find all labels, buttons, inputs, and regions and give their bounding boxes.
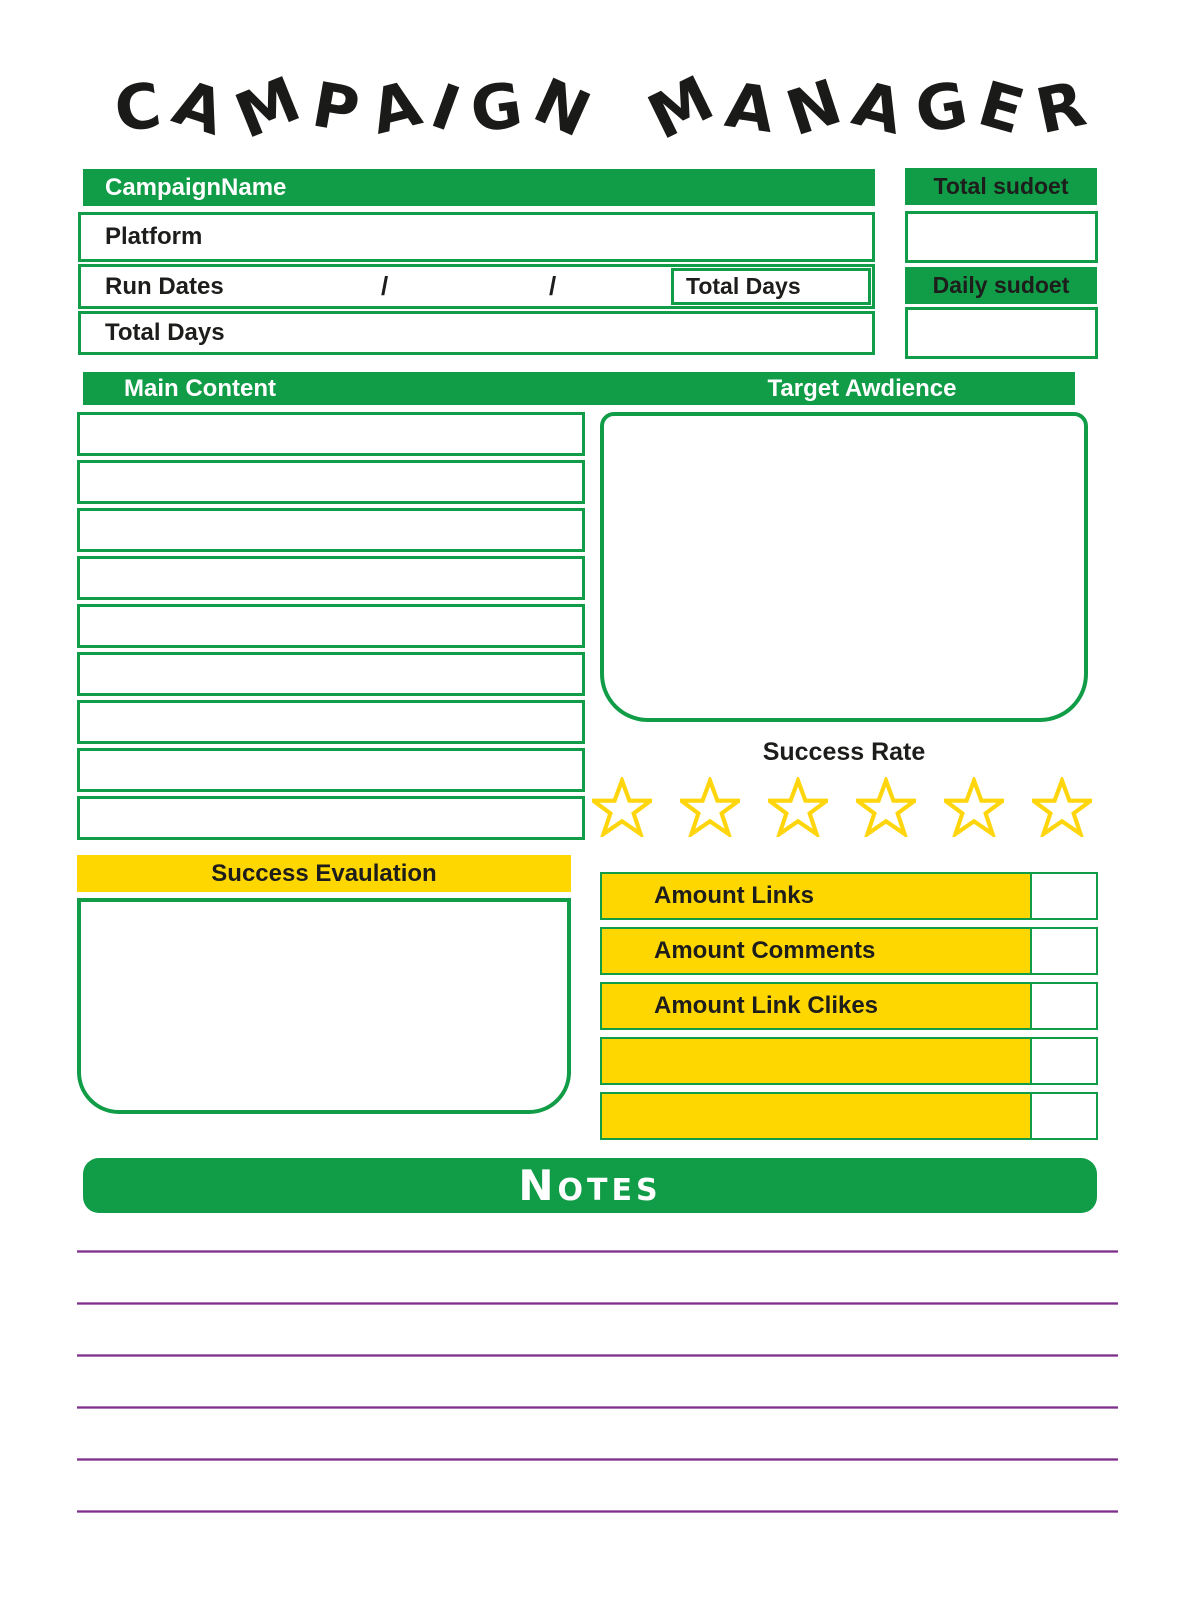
- run-dates-field[interactable]: [78, 264, 875, 309]
- campaign-name-label: CampaignName: [105, 173, 287, 201]
- star-icon[interactable]: [680, 777, 740, 837]
- note-line: [77, 1302, 1118, 1305]
- star-icon[interactable]: [856, 777, 916, 837]
- title-letter: I: [422, 69, 470, 146]
- run-dates-label: Run Dates: [105, 272, 224, 300]
- title-letter: N: [777, 64, 850, 151]
- success-rate-stars: [592, 776, 1092, 838]
- metric-label: Amount Link Clikes: [600, 982, 1030, 1030]
- star-icon[interactable]: [1032, 777, 1092, 837]
- main-content-row[interactable]: [77, 604, 585, 648]
- main-content-row[interactable]: [77, 556, 585, 600]
- star-icon[interactable]: [592, 777, 652, 837]
- main-content-row[interactable]: [77, 412, 585, 456]
- title-letter: G: [466, 67, 527, 148]
- metric-label: Amount Comments: [600, 927, 1030, 975]
- title-letter: N: [523, 63, 601, 152]
- main-content-row[interactable]: [77, 700, 585, 744]
- notes-header: [83, 1158, 1097, 1213]
- total-budget-label: Total sudoet: [933, 173, 1069, 199]
- title-letter: A: [845, 66, 910, 149]
- main-content-row[interactable]: [77, 652, 585, 696]
- title-letter: R: [1029, 66, 1092, 149]
- metric-row: [600, 982, 1098, 1030]
- notes-label: NOTES: [518, 1160, 662, 1210]
- page-title: [60, 58, 1140, 158]
- metric-row: [600, 872, 1098, 920]
- main-content-row[interactable]: [77, 508, 585, 552]
- metric-label: Amount Links: [600, 872, 1030, 920]
- metric-value-field[interactable]: [1030, 1037, 1098, 1085]
- target-audience-label: Target Awdience: [767, 374, 957, 402]
- notes-lines-area: [77, 1250, 1118, 1513]
- star-icon[interactable]: [944, 777, 1004, 837]
- main-content-rows: [77, 412, 585, 840]
- metric-value-field[interactable]: [1030, 872, 1098, 920]
- metric-value-field[interactable]: [1030, 1092, 1098, 1140]
- title-letter: G: [909, 67, 973, 148]
- title-letter: C: [110, 68, 166, 147]
- success-evaluation-field[interactable]: [77, 898, 571, 1114]
- note-line: [77, 1458, 1118, 1461]
- total-budget-header: [905, 168, 1097, 205]
- metric-row: [600, 1037, 1098, 1085]
- success-evaluation-header: [77, 855, 571, 892]
- title-letter: A: [363, 66, 429, 149]
- metric-row: [600, 927, 1098, 975]
- metric-row: [600, 1092, 1098, 1140]
- note-line: [77, 1250, 1118, 1253]
- run-total-days-label: Total Days: [686, 273, 801, 299]
- main-content-row[interactable]: [77, 460, 585, 504]
- success-evaluation-label: Success Evaulation: [211, 859, 437, 887]
- title-letter: E: [971, 66, 1033, 149]
- main-content-row[interactable]: [77, 796, 585, 840]
- title-letter: P: [306, 67, 365, 148]
- daily-budget-label: Daily sudoet: [932, 272, 1070, 298]
- campaign-name-header: [83, 169, 875, 206]
- main-content-row[interactable]: [77, 748, 585, 792]
- total-days-label: Total Days: [105, 319, 225, 346]
- run-total-days-field[interactable]: [671, 268, 871, 305]
- title-letter: M: [225, 62, 310, 153]
- date-separator: /: [381, 271, 389, 301]
- metrics-list: [600, 872, 1098, 1140]
- metric-label: [600, 1092, 1030, 1140]
- target-audience-field[interactable]: [600, 412, 1088, 722]
- note-line: [77, 1510, 1118, 1513]
- success-rate-label: Success Rate: [762, 738, 926, 766]
- metric-label: [600, 1037, 1030, 1085]
- main-content-label: Main Content: [124, 374, 276, 402]
- title-letter: A: [720, 68, 779, 147]
- daily-budget-header: [905, 267, 1097, 304]
- total-days-field[interactable]: [78, 311, 875, 355]
- platform-field[interactable]: [78, 212, 875, 262]
- star-icon[interactable]: [768, 777, 828, 837]
- metric-value-field[interactable]: [1030, 982, 1098, 1030]
- platform-label: Platform: [105, 223, 203, 250]
- metric-value-field[interactable]: [1030, 927, 1098, 975]
- total-budget-field[interactable]: [905, 211, 1098, 263]
- title-letter: A: [165, 65, 234, 150]
- note-line: [77, 1354, 1118, 1357]
- date-separator: /: [549, 271, 557, 301]
- title-letter: M: [636, 61, 725, 154]
- section-header-bar: [83, 372, 1075, 405]
- note-line: [77, 1406, 1118, 1409]
- daily-budget-field[interactable]: [905, 307, 1098, 359]
